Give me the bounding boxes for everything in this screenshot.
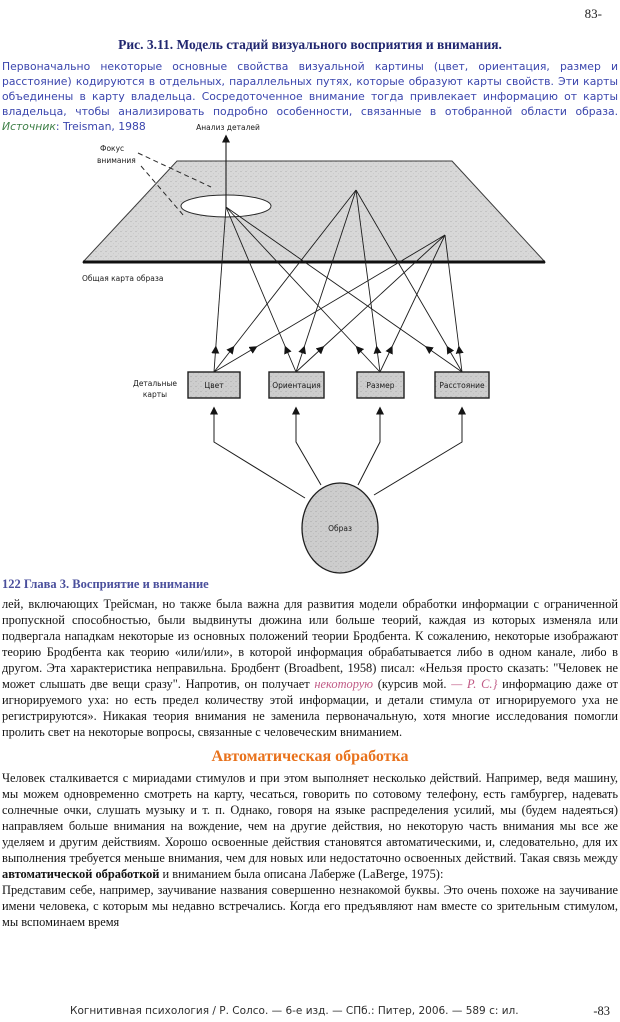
page-number-bottom: -83 [593,1004,610,1018]
feature-map-label-distance: Расстояние [439,381,485,390]
paragraph-automatic [2,770,618,882]
running-head: 122 Глава 3. Восприятие и внимание [2,577,209,591]
emphasis-nekotoruyu: некоторую [314,677,373,691]
paragraph-broadbent-end: информацию даже от игнорируемого уха: но есть предел количеству этой информации, и детали стимула от игнорируемого уха не регистрируются». Никакая теория внимания не заменила первоначальную, хотя многие исследования помогли пролить свет на некоторые вопросы, связанные с человеческим вниманием. [2,677,618,739]
body-text [2,596,618,930]
master-map-plane [83,161,545,262]
feature-map-label-orientation: Ориентация [272,381,321,390]
feature-map-label-size: Размер [366,381,395,390]
detail-maps-label-line1: Детальные [132,379,178,388]
emphasis-author-initials: — Р. С.} [451,677,498,691]
image-node-label: Образ [328,524,352,533]
paragraph-laberge-quote: Представим себе, например, заучивание названия совершенно незнакомой буквы. Это очень похоже на заучивание имени человека, с которым мы недавно встречались. Когда его предъявляют нам вместе со зрительным стимулом, мы вспоминаем время [2,883,618,929]
figure-source-label: Источник [2,120,56,133]
paragraph-broadbent-text: лей, включающих Трейсман, но также была важна для развития модели обработки информации с ограниченной пропускной способностью, были выдвинуты дюжина или больше теорий, каждая из которых изменяла или подвергала нападкам некоторые из основных положений теории Бродбента. К сожалению, некоторые изображают теорию Бродбента как теорию «или/или», в которой информация обрабатывается либо в одном канале, либо в другом. Эта характеристика неправильна. Бродбент (Broadbent, 1958) писал: «Нельзя просто сказать: "Человек не может слышать две вещи сразу". Напротив, он получает [2,597,618,691]
paragraph-broadbent [2,596,618,740]
focus-label-line2: внимания [97,156,136,165]
paragraph-automatic-end: и вниманием была описана Лаберже (LaBerge, 1975): [159,867,444,881]
page-footer [0,1003,620,1022]
page-number-top: 83- [584,6,602,21]
figure-title: Рис. 3.11. Модель стадий визуального восприятия и внимания. [118,37,502,52]
bold-automatic-processing-term: автоматической обработкой [2,867,160,881]
master-map-label: Общая карта образа [82,274,164,283]
detail-maps-label-line2: карты [142,390,168,399]
treisman-model-diagram [0,120,620,578]
paragraph-automatic-text: Человек сталкивается с мириадами стимулов и при этом выполняет несколько действий. Например, ведя машину, мы можем одновременно смотреть на карту, чесаться, говорить по сотовому телефону, есть гамбургер, надевать солнечные очки, слушать музыку и т. п. Однако, говоря на языке распределения усилий, мы (будем надеяться) направляем больше внимания на вождение, чем на другие действия, но некоторую часть внимания мы все же уделяем и другим действиям. Хорошо освоенные действия становятся автоматическими, и, следовательно, для их выполнения требуется меньше внимания, чем для новых или недостаточно освоенных действий. Такая связь между [2,771,618,865]
figure-caption-text: Первоначально некоторые основные свойства визуальной картины (цвет, ориентация, размер и расстояние) кодируются в отдельных, параллельных путях, которые образуют карты свойств. Эти карты объединены в карту владельца. Сосредоточенное внимание тогда привлекает информацию от карты владельца, чтобы анализировать подробно особенности, связанные в отобранной области образа. [2,60,618,118]
focus-label-line1: Фокус [100,144,125,153]
footer-citation: Когнитивная психология / Р. Солсо. — 6-е изд. — СПб.: Питер, 2006. — 589 с: ил. [70,1005,519,1017]
detail-analysis-label: Анализ деталей [196,123,260,132]
feature-map-label-color: Цвет [204,381,224,390]
figure-source-reference: : Treisman, 1988 [55,120,146,133]
paragraph-broadbent-mid: (курсив мой. [372,677,452,691]
section-heading-automatic-processing: Автоматическая обработка [211,748,409,765]
